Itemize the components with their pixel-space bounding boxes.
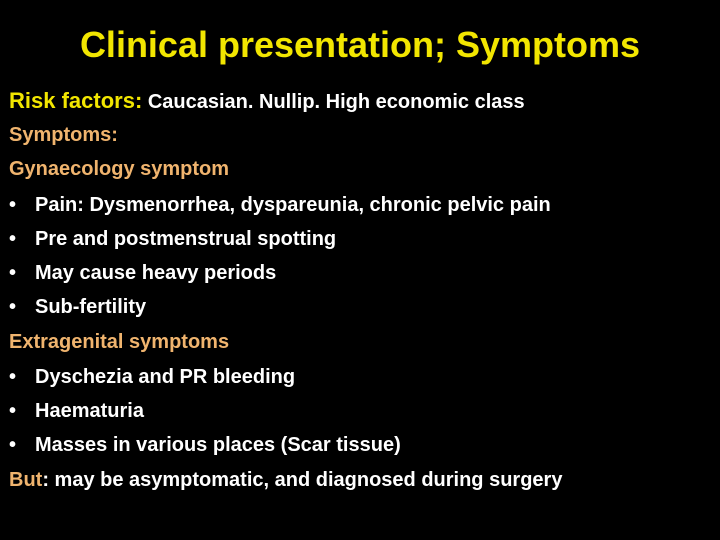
bullet-glyph: • — [9, 366, 17, 388]
gynaecology-heading: Gynaecology symptom — [9, 158, 230, 180]
bullet-glyph: • — [9, 296, 17, 318]
bullet-glyph: • — [9, 434, 17, 456]
gyn-bullet-text: Pre and postmenstrual spotting — [35, 228, 337, 250]
extra-bullet-item — [9, 434, 401, 457]
gyn-bullet-text: Pain: Dysmenorrhea, dyspareunia, chronic pelvic pain — [35, 194, 551, 216]
extra-bullet-item — [9, 366, 295, 389]
gyn-bullet-text: Sub-fertility — [35, 296, 147, 318]
risk-factors-line — [9, 88, 525, 114]
extra-bullet-text: Dyschezia and PR bleeding — [35, 366, 296, 388]
but-line — [9, 469, 562, 492]
extra-bullet-item — [9, 400, 144, 423]
extragenital-heading: Extragenital symptoms — [9, 331, 230, 353]
gyn-bullet-item — [9, 262, 276, 285]
slide-title: Clinical presentation; Symptoms — [79, 24, 641, 65]
gyn-bullet-text: May cause heavy periods — [35, 262, 277, 284]
bullet-glyph: • — [9, 194, 17, 216]
gyn-bullet-item — [9, 194, 551, 217]
extra-bullet-text: Haematuria — [35, 400, 144, 422]
but-text: : may be asymptomatic, and diagnosed during surgery — [42, 469, 563, 491]
risk-factors-label: Risk factors: — [9, 88, 143, 113]
but-label: But — [9, 469, 43, 491]
gyn-bullet-item — [9, 296, 146, 319]
bullet-glyph: • — [9, 228, 17, 250]
bullet-glyph: • — [9, 400, 17, 422]
risk-factors-text: Caucasian. Nullip. High economic class — [147, 91, 525, 113]
extra-bullet-text: Masses in various places (Scar tissue) — [35, 434, 401, 456]
gyn-bullet-item — [9, 228, 336, 251]
bullet-glyph: • — [9, 262, 17, 284]
symptoms-heading: Symptoms: — [9, 124, 118, 146]
